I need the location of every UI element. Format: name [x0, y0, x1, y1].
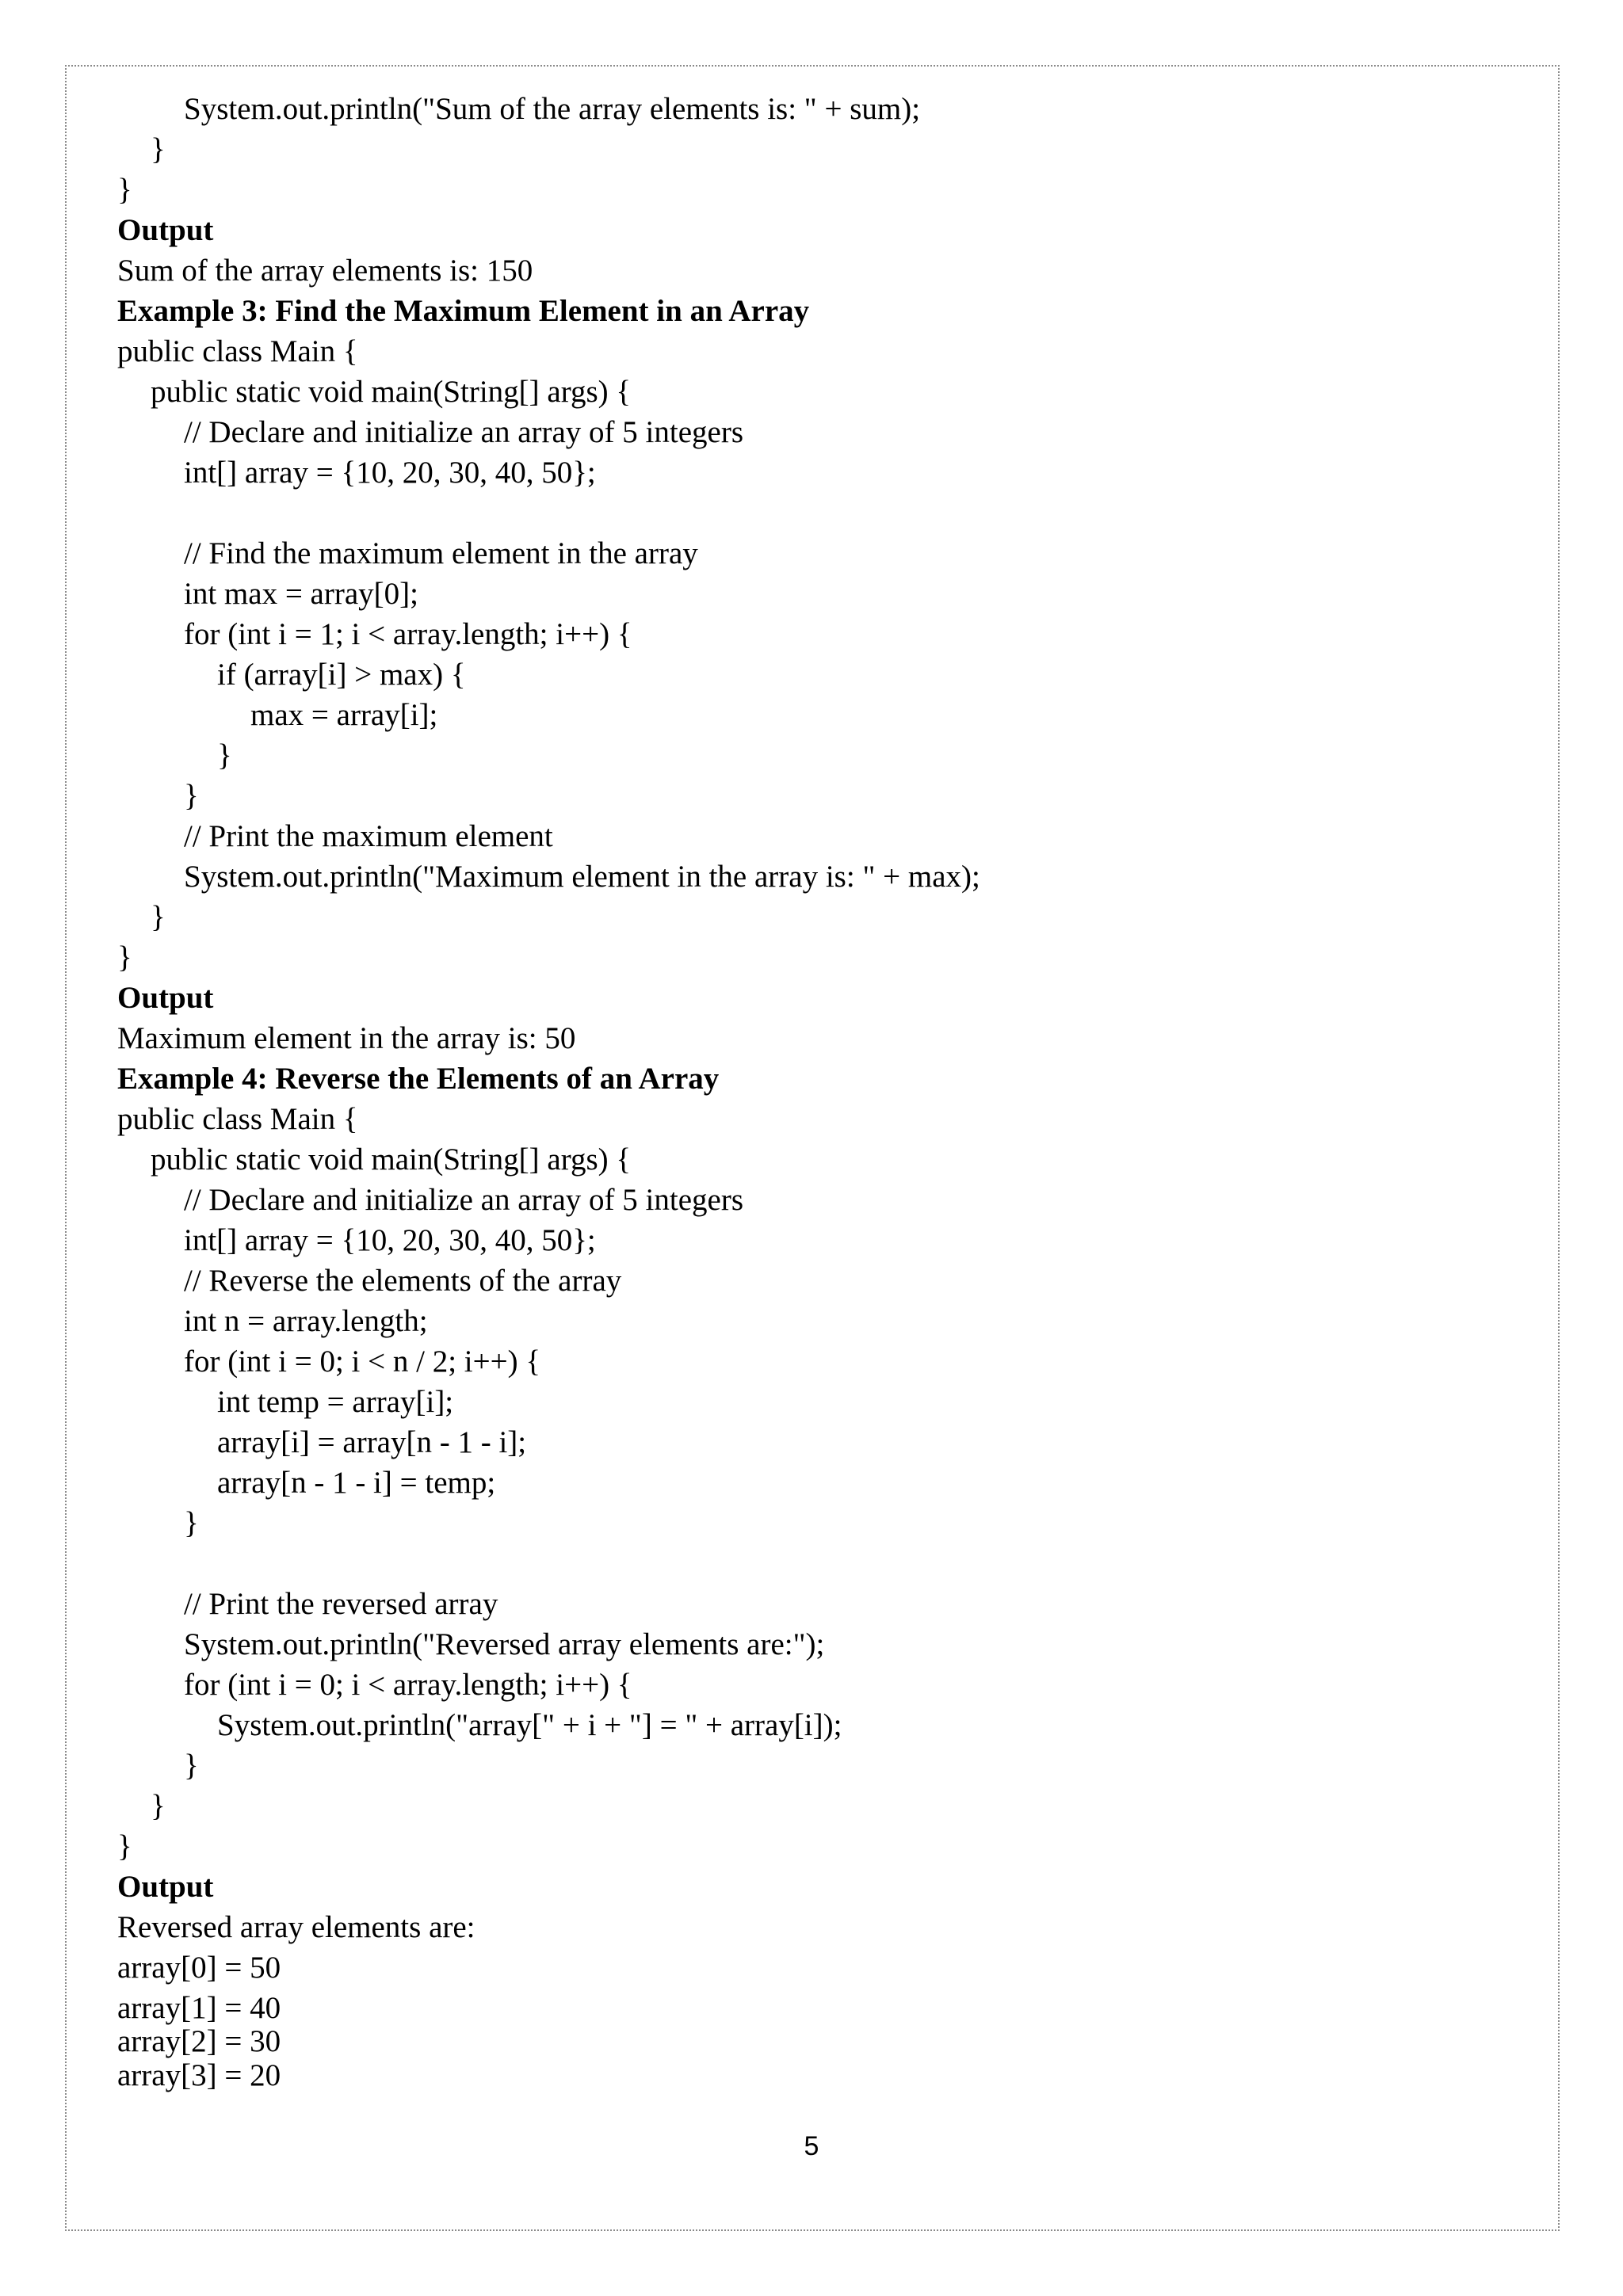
text-line: array[3] = 20 — [117, 2058, 281, 2092]
text-line: System.out.println("Maximum element in the array is: " + max); — [184, 860, 980, 894]
text-line: } — [184, 779, 199, 813]
text-line: // Print the reversed array — [184, 1587, 498, 1621]
text-line: // Reverse the elements of the array — [184, 1264, 622, 1298]
text-line: } — [151, 1789, 166, 1823]
text-line: public static void main(String[] args) { — [151, 375, 632, 409]
text-line: public static void main(String[] args) { — [151, 1142, 632, 1177]
text-line: for (int i = 0; i < n / 2; i++) { — [184, 1344, 541, 1379]
text-line: // Print the maximum element — [184, 819, 553, 853]
text-line: max = array[i]; — [250, 698, 438, 732]
text-line: array[0] = 50 — [117, 1951, 281, 1985]
heading-line: Output — [117, 981, 214, 1015]
text-line: System.out.println("Reversed array elements are:"); — [184, 1627, 825, 1661]
text-line: } — [117, 940, 132, 974]
heading-line: Example 3: Find the Maximum Element in an Array — [117, 294, 810, 328]
text-line: int[] array = {10, 20, 30, 40, 50}; — [184, 456, 596, 490]
text-line: array[1] = 40 — [117, 1991, 281, 2025]
blank-line — [117, 493, 1528, 533]
text-line: } — [184, 1506, 199, 1540]
text-line: } — [184, 1749, 199, 1783]
text-line: // Declare and initialize an array of 5 integers — [184, 415, 743, 449]
text-line: array[2] = 30 — [117, 2024, 281, 2058]
text-line: for (int i = 0; i < array.length; i++) { — [184, 1668, 632, 1702]
heading-line: Output — [117, 1870, 214, 1904]
page-number: 5 — [804, 2131, 819, 2161]
text-line: array[i] = array[n - 1 - i]; — [217, 1425, 527, 1459]
text-line: // Declare and initialize an array of 5 integers — [184, 1183, 743, 1217]
text-line: public class Main { — [117, 334, 358, 368]
text-line: System.out.println("array[" + i + "] = " + array[i]); — [217, 1708, 842, 1742]
text-line: } — [151, 900, 166, 934]
text-line: int max = array[0]; — [184, 577, 418, 611]
document-body — [117, 89, 1528, 2096]
text-line: // Find the maximum element in the array — [184, 536, 698, 570]
text-line: int[] array = {10, 20, 30, 40, 50}; — [184, 1223, 596, 1257]
heading-line: Output — [117, 213, 214, 247]
text-line: int temp = array[i]; — [217, 1385, 454, 1419]
text-line: int n = array.length; — [184, 1304, 428, 1338]
text-line: Maximum element in the array is: 50 — [117, 1021, 576, 1055]
text-line: if (array[i] > max) { — [217, 658, 466, 692]
text-line: array[n - 1 - i] = temp; — [217, 1466, 496, 1500]
text-line: Reversed array elements are: — [117, 1910, 475, 1944]
blank-line — [117, 1543, 1528, 1584]
text-line: } — [151, 132, 166, 166]
text-line: public class Main { — [117, 1102, 358, 1136]
text-line: System.out.println("Sum of the array elements is: " + sum); — [184, 92, 921, 126]
text-line: } — [217, 738, 232, 772]
text-line: } — [117, 173, 132, 207]
heading-line: Example 4: Reverse the Elements of an Array — [117, 1062, 720, 1096]
text-line: } — [117, 1829, 132, 1863]
text-line: Sum of the array elements is: 150 — [117, 254, 533, 288]
text-line: for (int i = 1; i < array.length; i++) { — [184, 617, 632, 651]
